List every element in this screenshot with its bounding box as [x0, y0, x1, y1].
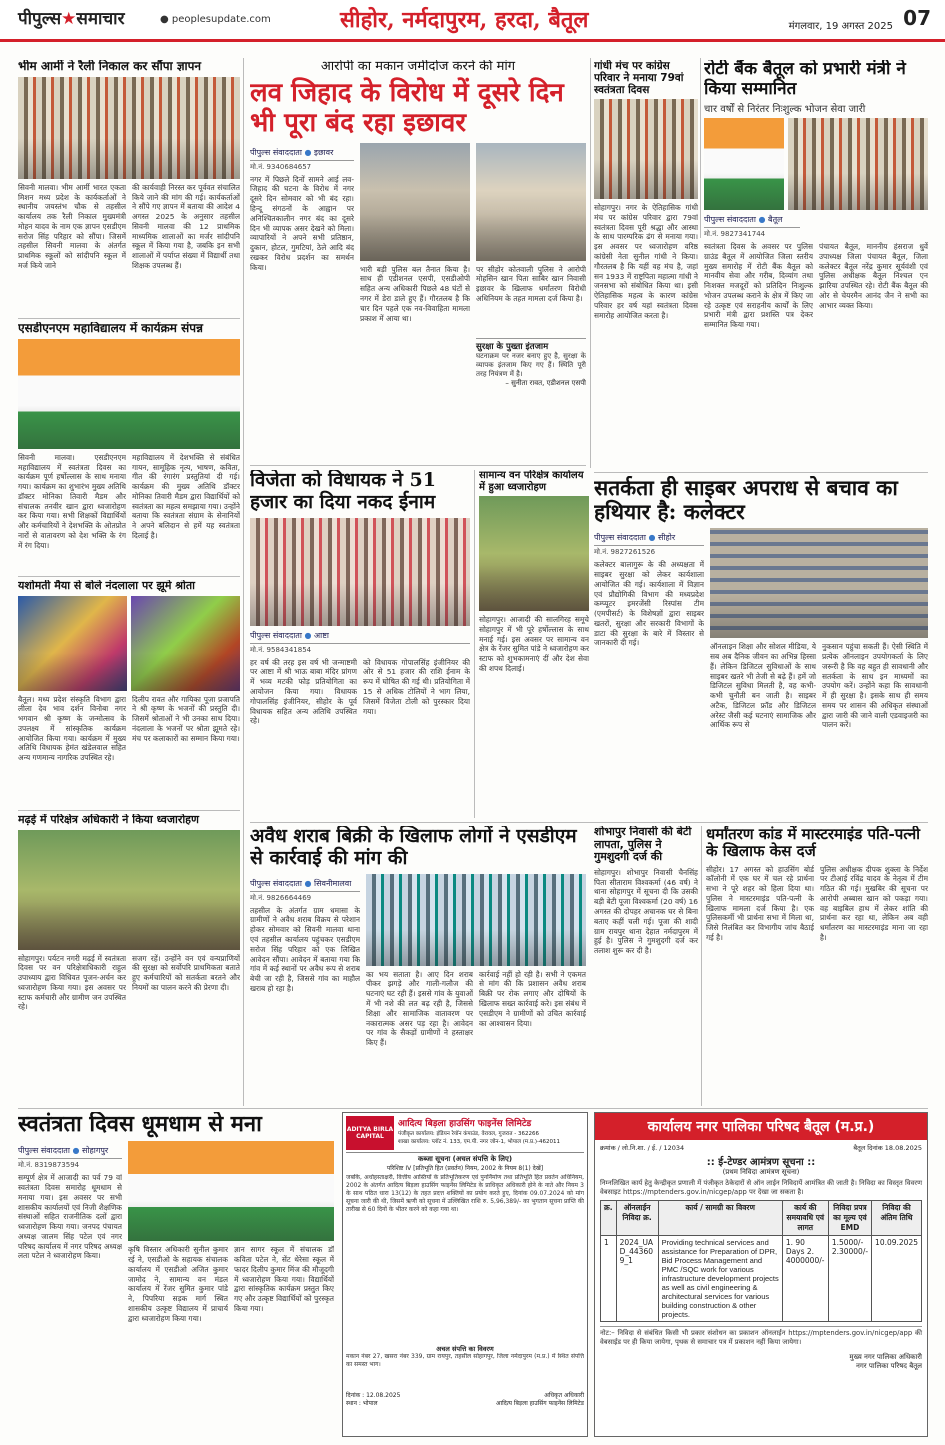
- story-photo: [788, 118, 928, 210]
- bullet-icon: ●: [648, 533, 656, 543]
- story-text: कृषि विस्तार अधिकारी सुनील कुमार रई ने, एसडीओ के सहायक संचालक कार्यालय में एसडीओ अजित कुमार जामोद ने, सामान्य वन मंडल कार्यालय में रेंजर सुमित कुमार पांडे ने, पिपरिया सड़क मार्ग स्थित शासकीय उत्कृष्ट विद्यालय में प्राचार्य द्वारा ध्वजारोहण किया गया।: [128, 1245, 228, 1323]
- section-divider: [594, 472, 928, 473]
- column-rule: [474, 470, 475, 818]
- story-photo: [18, 77, 240, 179]
- story-text: ऑनलाइन शिक्षा और सोशल मीडिया, ये सब अब दैनिक जीवन का अभिन्न हिस्सा हैं। लेकिन डिजिटल सुविधाओं के साथ साइबर खतरे भी तेजी से बढ़े हैं। हमें जो डिजिटल सुविधा मिलती है, वह कभी-कभी चुनौती बन जाती है। साइबर अटैक, डिजिटल फ्रॉड और डिजिटल अरेस्ट जैसी कई घटनाएं सामाजिक और आर्थिक रूप से: [710, 642, 816, 730]
- tender-col-no: क्र.: [601, 1200, 617, 1235]
- story-sdnm-college: [18, 322, 240, 574]
- story-gandhi-manch: [594, 60, 698, 465]
- section-divider: [18, 1108, 928, 1109]
- byline-place: इछावर: [314, 147, 334, 157]
- story-yashomati: [18, 580, 240, 808]
- byline-author: पीपुल्स संवाददाता: [250, 630, 302, 640]
- tender-intro: निम्नलिखित कार्य हेतु केन्द्रीकृत प्रणाली में पंजीकृत ठेकेदारों से ऑन लाईन निविदायें आमंत्रित की जाती है। निविदा का विस्तृत विवरण वेबसाइट https://mptenders.gov.in/nicgep/app पर देखा जा सकता है।: [600, 1179, 922, 1196]
- tender-col-time: कार्य की समयावधि एवं लागत: [782, 1200, 828, 1235]
- byline-place: बैतूल: [768, 215, 783, 225]
- byline-author: पीपुल्स संवाददाता: [250, 147, 302, 157]
- ad-date: दिनांक : 12.08.2025: [346, 1392, 401, 1399]
- issue-date: मंगलवार, 19 अगस्त 2025: [788, 21, 893, 32]
- story-text: की कार्यवाही निरस्त कर पूर्ववत संचालित किये जाने की मांग की गई। कार्यकर्ताओं ने सौंपे गए ज्ञापन में बताया की आदेश 4 अगस्त 2025 के अनुसार तहसील सिवनी मालवा की 12 प्राथमिक माध्यमिक शालाओं का मर्जर सांदीपनि स्कूल में किया गया है, जबकि इन सभी शालाओं में पर्याप्त संख्या में विद्यार्थी तथा शिक्षक उपलब्ध हैं।: [132, 182, 240, 270]
- ad-rule: परिशिष्ट IV [प्रतिभूति हित (प्रवर्तन) नियम, 2002 के नियम 8(1) देखें]: [386, 1165, 544, 1172]
- byline-author: पीपुल्स संवाददाता: [594, 533, 646, 543]
- story-cyber: [594, 476, 928, 828]
- story-photo: [250, 518, 470, 626]
- story-photo: [131, 596, 240, 691]
- story-photo: [128, 1141, 334, 1241]
- section-divider: [18, 810, 240, 811]
- byline-place: आष्टा: [314, 630, 329, 640]
- story-text: सोहागपुर। शोभापुर निवासी चैनसिंह पिता सीताराम विश्वकर्मा (46 वर्ष) ने थाना सोहागपुर में सूचना दी कि उसकी बड़ी बेटी पूजा विश्वकर्मा (20 वर्ष) 16 अगस्त की दोपहर अचानक घर से बिना बताए कहीं चली गई। पूजा की शादी ग्राम रायपुर थाना देहात नर्मदापुरम में हुई है। पुलिस ने गुमशुदगी दर्ज कर तलाश शुरू कर दी है।: [594, 867, 698, 956]
- page-region-title: सीहोर, नर्मदापुरम, हरदा, बैतूल: [340, 7, 589, 33]
- ad-company: आदित्य बिड़ला हाउसिंग फाइनेंस लिमिटेड: [398, 1119, 532, 1129]
- quote-box-title: सुरक्षा के पुख्ता इंतजाम: [476, 341, 549, 352]
- story-text: पंचायत बैतूल, माननीय हंसराज धुर्वे उपाध्यक्ष जिला पंचायत बैतूल, जिला कलेक्टर बैतूल नरेंद्र कुमार सूर्यवंशी एवं पुलिस अधीक्षक बैतूल निश्चल एन झारिया उपस्थित रहे। रोटी बैंक बैतूल की ओर से चेयरमैन आनंद जैन ने सभी का आभार व्यक्त किया।: [819, 242, 928, 310]
- logo-part-b: समाचार: [76, 9, 125, 29]
- tender-ref-date: बैतूल दिनांक 18.08.2025: [853, 1144, 922, 1152]
- story-shobhapur: [594, 826, 698, 1106]
- byline-author: पीपुल्स संवाददाता: [18, 1146, 70, 1156]
- story-headline: सतर्कता ही साइबर अपराध से बचाव का हथियार है: कलेक्टर: [594, 476, 898, 525]
- ad-schedule-title: अचल संपत्ति का विवरण: [436, 1345, 494, 1353]
- story-headline: स्वतंत्रता दिवस धूमधाम से मना: [18, 1112, 262, 1137]
- reporter-mobile: मो.नं. 9827341744: [704, 230, 766, 239]
- reporter-mobile: मो.नं. 9826664469: [250, 893, 312, 902]
- tender-row-fee: 1.5000/- 2.30000/-: [828, 1235, 871, 1321]
- column-rule: [700, 58, 701, 238]
- tender-subtitle: (प्रथम निविदा आमंत्रण सूचना): [722, 1168, 800, 1176]
- section-divider: [18, 318, 240, 319]
- byline: [250, 145, 354, 161]
- story-text: सम्पूर्ण क्षेत्र में आजादी का पर्व 79 वां स्वतंत्रता दिवस समारोह धूमधाम से मनाया गया। इस अवसर पर सभी शासकीय कार्यालयों एवं निजी शैक्षणिक संस्थाओं सहित राजनीतिक दलों द्वारा ध्वजारोहण किया गया। जनपद पंचायत अध्यक्ष जालम सिंह पटेल एवं नगर परिषद कार्यालय में नगर परिषद अध्यक्ष लता पटेल ने ध्वजारोहण किया।: [18, 1173, 122, 1261]
- story-text: दिलीप रावत और गायिका पूजा प्रजापति ने श्री कृष्ण के भजनों की प्रस्तुति दी। जिसमें श्रोताओं ने भी उनका साथ दिया। नंदलाला के भजनों पर श्रोता झूमते रहे। मंच पर कलाकारों का सम्मान किया गया।: [132, 694, 240, 743]
- story-text: तहसील के अंतर्गत ग्राम धमासा के ग्रामीणों ने अवैध शराब विक्रय से परेशान होकर सोमवार को सिवनी मालवा थाना एवं तहसील कार्यालय पहुंचकर एसडीएम सरोज सिंह परिहार को एक लिखित आवेदन सौंपा। आवेदन में बताया गया कि गांव में कई स्थानों पर अवैध रूप से शराब बेची जा रही है, जिससे गांव का माहौल खराब हो रहा है।: [250, 905, 360, 993]
- site-url[interactable]: ● peoplesupdate.com: [160, 14, 271, 25]
- story-photo: [476, 143, 586, 261]
- byline: [704, 212, 800, 228]
- bullet-icon: ●: [72, 1146, 80, 1156]
- story-text: महाविद्यालय में देशभक्ति से संबंधित गायन, सामूहिक नृत्य, भाषण, कविता, गीत की रंगारंग प्रस्तुतियां दी गई। कार्यक्रम की मुख्य अतिथि डॉक्टर मोनिका तिवारी मैडम द्वारा विद्यार्थियों को स्वतंत्रता का महत्व समझाया गया। उन्होंने बताया कि स्वतंत्रता संग्राम के सेनानियों ने अपने बलिदान से हमें यह स्वतंत्रता दिलाई है।: [132, 452, 240, 540]
- story-vijeta: [250, 470, 470, 818]
- story-photo: [18, 339, 240, 449]
- story-text: सिवनी मालवा। भीम आर्मी भारत एकता मिशन मध्य प्रदेश के कार्यकर्ताओं ने स्थानीय जयस्तंभ चौक से तहसील कार्यालय तक रैली निकाल मुख्यमंत्री मोहन यादव के नाम एक ज्ञापन एसडीएम सरोज सिंह परिहार को सौंपा। जिसमें तहसील सिवनी मालवा के अंतर्गत प्राथमिक स्कूलों को सांदीपनि स्कूल में मर्ज किये जाने: [18, 182, 126, 270]
- tender-office: कार्यालय नगर पालिका परिषद बैतूल (म.प्र.): [595, 1113, 927, 1140]
- logo-part-a: पीपुल्स: [18, 9, 62, 29]
- story-madai: [18, 814, 240, 1106]
- story-photo: [366, 874, 586, 966]
- quote-box-text: घटनाक्रम पर नजर बनाए हुए है, सुरक्षा के व्यापक इंतजाम किए गए हैं। स्थिति पूरी तरह नियंत्रण में है।: [476, 351, 586, 379]
- story-text: पुलिस अधीक्षक दीपक शुक्ला के निर्देश पर टीआई रविंद्र यादव के नेतृत्व में टीम गठित की गई। मुखबिर की सूचना पर आरोपी अब्बास खान को पकड़ा गया। वह बाइबिल हाथ में लेकर शांति की प्रार्थना कर रहा था, लेकिन अब वही धर्मांतरण का मास्टरमाइंड माना जा रहा है।: [820, 864, 928, 942]
- reporter-mobile: मो.नं. 9827261526: [594, 548, 656, 557]
- tender-table: [600, 1200, 922, 1322]
- column-rule: [590, 58, 591, 468]
- tender-row-time: 1. 90 Days 2. 4000000/-: [782, 1235, 828, 1321]
- story-text: पर सीहोर कोतवाली पुलिस ने आरोपी मोहसिन खान पिता साबिर खान निवासी इछावर के खिलाफ धर्मांतरण विरोधी अधिनियम के तहत मामला दर्ज किया है।: [476, 264, 586, 304]
- story-text: कलेक्टर बालागुरू के की अध्यक्षता में साइबर सुरक्षा को लेकर कार्यशाला आयोजित की गई। कार्यशाला में विज्ञान एवं प्रौद्योगिकी विभाग की मध्यप्रदेश कम्प्यूटर इमरजेंसी रिस्पांस टीम (एमपीसर्ट) के विशेषज्ञों द्वारा साइबर खतरों, सुरक्षा और सरकारी विभागों के डाटा की सुरक्षा के बारे में विस्तार से जानकारी दी गई।: [594, 560, 704, 648]
- story-text: सीहोर। 17 अगस्त को हाउसिंग बोर्ड कॉलोनी में एक घर में चल रहे प्रार्थना सभा ने पूरे शहर को हिला दिया था। पुलिस ने मास्टरमाइंड पति-पत्नी के खिलाफ मामला दर्ज किया है। एक पुलिसकर्मी भी प्रार्थना सभा में मिला था, जिसे निलंबित कर विभागीय जांच बैठाई गई है।: [706, 864, 814, 942]
- story-headline: मढ़ई में परिक्षेत्र अधिकारी ने किया ध्वजारोहण: [18, 814, 199, 826]
- story-text: ज्ञान सागर स्कूल में संचालक डॉ कविता पटेल ने, सेंट थेरेसा स्कूल में फादर दिलीप कुमार मिंज की मौजूदगी में ध्वजारोहण किया गया। विद्यार्थियों द्वारा सांस्कृतिक कार्यक्रम प्रस्तुत किए गए और उत्कृष्ट विद्यार्थियों को पुरस्कृत किया गया।: [234, 1245, 334, 1313]
- tender-ref: क्रमांक / लो.नि.शा. / ई. / 12034: [600, 1144, 685, 1152]
- tender-sign2: नगर पालिका परिषद बैतूल: [855, 1361, 922, 1370]
- byline-place: सिवनीमालवा: [314, 878, 352, 888]
- bullet-icon: ●: [304, 878, 312, 888]
- story-photo: [710, 528, 928, 638]
- tender-title: :: ई-टेण्डर आमंत्रण सूचना ::: [706, 1157, 816, 1168]
- story-illegal-liquor: [250, 826, 586, 1108]
- tender-col-last: निविदा की अंतिम तिथि: [872, 1200, 922, 1235]
- section-divider: [250, 465, 586, 466]
- story-text: बैतूल। मध्य प्रदेश संस्कृति विभाग द्वारा लीला देव भाव दर्शन विनोबा नगर भगवान श्री कृष्ण के जन्मोत्सव के उपलक्ष्य में सांस्कृतिक कार्यक्रम आयोजित किया गया। कार्यक्रम में मुख्य अतिथि विधायक हेमंत खंडेलवाल सहित अन्य गणमान्य नागरिक उपस्थित रहे।: [18, 694, 126, 763]
- ad-place: स्थान : भोपाल: [346, 1400, 378, 1407]
- byline-author: पीपुल्स संवाददाता: [250, 878, 302, 888]
- masthead: [0, 0, 945, 42]
- story-photo: [18, 596, 127, 691]
- ad-schedule-body: मकान नंबर 27, खसरा नंबर 339, ग्राम रायपुर, तहसील सोहागपुर, जिला नर्मदापुरम (म.प्र.) में स्थित संपत्ति का समस्त भाग।: [346, 1353, 584, 1368]
- tender-col-fee: निविदा प्रपत्र का मूल्य एवं EMD: [828, 1200, 871, 1235]
- story-roti-bank: [704, 60, 928, 470]
- story-independence-day: [18, 1112, 336, 1437]
- story-bhim-army: [18, 60, 240, 315]
- logo-star-icon: ★: [61, 9, 77, 29]
- story-text: सिवनी मालवा। एसडीएनएम महाविद्यालय में स्वतंत्रता दिवस का कार्यक्रम पूर्ण हर्षोल्लास के साथ मनाया गया। कार्यक्रम का शुभारंभ मुख्य अतिथि डॉक्टर मोनिका तिवारी मैडम और संचालक तनवीर खान द्वारा ध्वजारोहण कर किया गया। सभी शिक्षकों विद्यार्थियों और कर्मचारियों ने देशभक्ति के ओतप्रोत नारों से वातावरण को देश भक्ति के रंग में रंग दिया।: [18, 452, 126, 550]
- story-headline: एसडीएनएम महाविद्यालय में कार्यक्रम संपन्न: [18, 322, 203, 335]
- story-text: कार्रवाई नहीं हो रही है। सभी ने एकमत से मांग की कि प्रशासन अवैध शराब बिक्री पर रोक लगाए और दोषियों के खिलाफ सख्त कार्रवाई करे। इस संबंध में एसडीएम ने ग्रामीणों को उचित कार्रवाई का आश्वासन दिया।: [479, 969, 586, 1028]
- story-headline: लव जिहाद के विरोध में दूसरे दिन भी पूरा बंद रहा इछावर: [250, 77, 564, 138]
- ad-tender-notice: [594, 1112, 928, 1437]
- story-headline: रोटी बैंक बैतूल को प्रभारी मंत्री ने किया सम्मानित: [704, 60, 906, 99]
- byline-place: सीहोर: [658, 533, 676, 543]
- story-headline: सामान्य वन परिक्षेत्र कार्यालय में हुआ ध्वजारोहण: [479, 470, 584, 493]
- ad-notice-title: कब्जा सूचना (अचल संपत्ति के लिए): [417, 1155, 513, 1163]
- ad-sign: अधिकृत अधिकारी: [544, 1392, 584, 1399]
- bullet-icon: ●: [304, 147, 312, 157]
- byline: [250, 876, 360, 892]
- tender-sign: मुख्य नगर पालिका अधिकारी: [849, 1352, 922, 1361]
- story-text: भारी बड़ी पुलिस बल तैनात किया है। साथ ही एडीशनल एसपी, एसडीओपी सहित अन्य अधिकारी पिछले 48 घंटों से नगर में डेरा डाले हुए हैं। गौरतलब है कि चार दिन पहले एक नव-विवाहिता मामला प्रकाश में आया था।: [360, 264, 470, 323]
- tender-row-desc: Providing technical services and assistance for Preparation of DPR, Bid Process Management and PMC /SQC work for various infrastructure development projects as well as civil engineering & architectural services for various building construction & other projects.: [658, 1235, 782, 1321]
- bullet-icon: ●: [758, 215, 766, 225]
- story-photo: [594, 99, 698, 199]
- byline: [250, 628, 470, 644]
- story-text: सजग रहें। उन्होंने वन एवं वन्यप्राणियों की सुरक्षा को सर्वोपरि प्राथमिकता बताते हुए कर्मचारियों को सतर्कता बरतने और नियमों का पालन करने की प्रेरणा दी।: [132, 953, 240, 992]
- tender-header-row: [601, 1200, 922, 1235]
- column-rule: [243, 58, 244, 1106]
- story-headline: शोभापुर निवासी की बेटी लापता, पुलिस ने गुमशुदगी दर्ज की: [594, 826, 692, 864]
- section-divider: [250, 822, 928, 823]
- column-rule: [701, 826, 702, 1106]
- story-text: नुकसान पहुंचा सकती हैं। ऐसी स्थिति में प्रत्येक ऑनलाइन उपयोगकर्ता के लिए जरूरी है कि वह बहुत ही सावधानी और सतर्कता के साथ इन माध्यमों का उपयोग करें। उन्होंने कहा कि सावधानी में ही सुरक्षा है। इसके साथ ही समय समय पर शासन की अधिकृत संस्थाओं द्वारा जारी की जाने वाली एडवाइजरी का पालन करें।: [822, 642, 928, 730]
- story-kicker: आरोपी का मकान जमींदोज करने की मांग: [320, 60, 516, 74]
- ad-address: पंजीकृत कार्यालय: इंडियन रेयॉन कंपाउंड, वेरावल, गुजरात - 362266: [398, 1131, 539, 1137]
- story-headline: धर्मांतरण कांड में मास्टरमाइंड पति-पत्नी के खिलाफ केस दर्ज: [706, 826, 921, 861]
- reporter-mobile: मो.नं. 9340684657: [250, 162, 312, 171]
- story-conversion-case: [706, 826, 928, 1106]
- tender-col-desc: कार्य / सामग्री का विवरण: [658, 1200, 782, 1235]
- story-headline: भीम आर्मी ने रैली निकाल कर सौंपा ज्ञापन: [18, 60, 202, 73]
- story-text: हर वर्ष की तरह इस वर्ष भी जन्माष्टमी पर आष्टा में श्री भाऊ बाबा मंदिर प्रांगण में भव्य मटकी फोड़ प्रतियोगिता का आयोजन किया गया। विधायक गोपालसिंह इंजीनियर, सीहोर के पूर्व विधायक सहित अन्य अतिथि उपस्थित रहे।: [250, 657, 357, 726]
- story-text: नगर में पिछले दिनों सामने आई लव-जिहाद की घटना के विरोध में नगर दूसरे दिन सोमवार को भी बंद रहा। हिन्दू संगठनों के आह्वान पर अनिश्चितकालीन नगर बंद का दूसरे दिन भी व्यापक असर देखने को मिला। व्यापारियों ने अपने सभी प्रतिष्ठान, दुकान, होटल, गुमटियां, ठेले आदि बंद रखकर विरोध प्रदर्शन का समर्थन किया।: [250, 174, 354, 272]
- story-headline: विजेता को विधायक ने 51 हजार का दिया नकद ईनाम: [250, 470, 436, 513]
- ad-sign2: आदित्य बिड़ला हाउसिंग फाइनेंस लिमिटेड: [495, 1400, 584, 1407]
- story-photo: [704, 118, 784, 210]
- page-number: 07: [903, 6, 931, 30]
- story-text: को विधायक गोपालसिंह इंजीनियर की ओर से 51 हजार की राशि ईनाम के रूप में घोषित की गई थी। प्रतियोगिता में 15 से अधिक टोलियों ने भाग लिया, जिसमें विजेता टोली को पुरस्कार दिया गया।: [363, 657, 470, 716]
- tender-col-id: ऑनलाईन निविदा क्र.: [616, 1200, 658, 1235]
- story-photo: [18, 830, 240, 950]
- byline: [18, 1143, 122, 1159]
- story-headline: अवैध शराब बिक्री के खिलाफ लोगों ने एसडीएम से कार्रवाई की मांग की: [250, 826, 577, 869]
- ad-branch: शाखा कार्यालय: प्लॉट नं. 133, एम.पी. नगर जोन-1, भोपाल (म.प्र.)-462011: [398, 1139, 560, 1145]
- story-text: सोहागपुर। पर्यटन नगरी मढ़ई में स्वतंत्रता दिवस पर वन परिक्षेत्राधिकारी राहुल उपाध्याय द्वारा विधिवत पूजन-अर्चन कर ध्वजारोहण किया गया। इस अवसर पर स्टाफ कर्मचारी और ग्रामीण जन उपस्थित रहे।: [18, 953, 126, 1012]
- byline: [594, 530, 704, 546]
- story-subhead: चार वर्षों से निरंतर निःशुल्क भोजन सेवा जारी: [704, 104, 866, 116]
- story-headline: यशोमती मैया से बोले नंदलाला पर झूमे श्रोता: [18, 580, 196, 592]
- aditya-birla-logo: ADITYA BIRLA CAPITAL: [346, 1116, 394, 1150]
- tender-note: नोट:– निविदा से संबंधित किसी भी प्रकार संशोधन का प्रकाशन ऑनलाईन https://mptenders.gov.in/nicgep/app की वेबसाईड पर ही किया जायेगा, पृथक से समाचार पत्र में प्रकाशन नहीं किया जायेगा।: [600, 1326, 922, 1347]
- quote-box-author: – सुनीता रावत, एडीशनल एसपी: [505, 379, 586, 388]
- quote-box: [476, 338, 586, 389]
- story-headline: गांधी मंच पर कांग्रेस परिवार ने मनाया 79वां स्वतंत्रता दिवस: [594, 60, 684, 97]
- newspaper-logo: [18, 6, 125, 29]
- byline-author: पीपुल्स संवाददाता: [704, 215, 756, 225]
- story-ichhawar-bandh: [250, 60, 586, 460]
- reporter-mobile: मो.नं. 8319873594: [18, 1161, 80, 1170]
- story-text: का भय सताता है। आए दिन शराब पीकर झगड़े और गाली-गलौज की घटनाएं घट रही हैं। इससे गांव के युवाओं में भी नशे की लत बढ़ रही है, जिससे शिक्षा और सामाजिक वातावरण पर नकारात्मक असर पड़ रहा है। आवेदन पर गांव के सैकड़ों ग्रामीणों ने हस्ताक्षर किए हैं।: [366, 969, 473, 1048]
- story-text: स्वतंत्रता दिवस के अवसर पर पुलिस ग्राउंड बैतूल में आयोजित जिला स्तरीय मुख्य समारोह में रोटी बैंक बैतूल को मानवीय सेवा और गरीब, दिव्यांग तथा निःशक्त मजदूरों को प्रतिदिन निःशुल्क भोजन उपलब्ध कराने के क्षेत्र में किए जा रहे उत्कृष्ट एवं सराहनीय कार्यों के लिए प्रभारी मंत्री द्वारा प्रशस्ति पत्र देकर सम्मानित किया गया।: [704, 242, 813, 330]
- story-photo: [479, 496, 589, 611]
- section-divider: [18, 576, 240, 577]
- reporter-mobile: मो.नं. 9584341854: [250, 645, 312, 654]
- story-text: सोहागपुर। आजादी की सालगिरह समूचे सोहागपुर में भी पूरे हर्षोल्लास के साथ मनाई गई। इस अवसर पर सामान्य वन क्षेत्र के रेंजर सुमित पांडे ने ध्वजारोहण कर स्टाफ को शुभकामनाएं दीं और देश सेवा की शपथ दिलाई।: [479, 615, 589, 673]
- story-forest-office: [479, 470, 589, 818]
- ad-body: जबकि, अधोहस्ताक्षरी, वित्तीय आस्तियों के प्रतिभूतिकरण एवं पुनर्निर्माण तथा प्रतिभूति हित प्रवर्तन अधिनियम, 2002 के अंतर्गत आदित्य बिड़ला हाउसिंग फाइनेंस लिमिटेड के प्राधिकृत अधिकारी होने के नाते और नियम 3 के साथ पठित धारा 13(12) के तहत प्रदत्त शक्तियों का प्रयोग करते हुए, दिनांक 09.07.2024 को मांग सूचना जारी की थी, जिसमें ऋणी को सूचना में उल्लिखित राशि रु. 5,96,389/- का भुगतान सूचना प्राप्ति की तारीख से 60 दिनों के भीतर करने को कहा गया था।: [346, 1174, 584, 1213]
- tender-row-last: 10.09.2025: [872, 1235, 922, 1321]
- tender-row-id: 2024_UAD_443609_1: [616, 1235, 658, 1321]
- tender-row-no: 1: [601, 1235, 617, 1321]
- tender-row: [601, 1235, 922, 1321]
- story-text: सोहागपुर। नगर के ऐतिहासिक गांधी मंच पर कांग्रेस परिवार द्वारा 79वां स्वतंत्रता दिवस पूरी श्रद्धा और आस्था के साथ पारम्परिक ढंग से मनाया गया। इस अवसर पर ध्वजारोहण वरिष्ठ कांग्रेसी नेता सुनील गांधी ने किया। गौरतलब है कि यहीं वह मंच है, जहां सन 1933 में राष्ट्रपिता महात्मा गांधी ने जनसभा को संबोधित किया था। इसी ऐतिहासिक महत्व के कारण कांग्रेस परिवार हर वर्ष यहां स्वतंत्रता दिवस समारोह आयोजित करता है।: [594, 203, 698, 320]
- byline-place: सोहागपुर: [82, 1146, 109, 1156]
- bullet-icon: ●: [304, 630, 312, 640]
- ad-aditya-birla: [342, 1112, 588, 1437]
- story-photo: [360, 143, 470, 261]
